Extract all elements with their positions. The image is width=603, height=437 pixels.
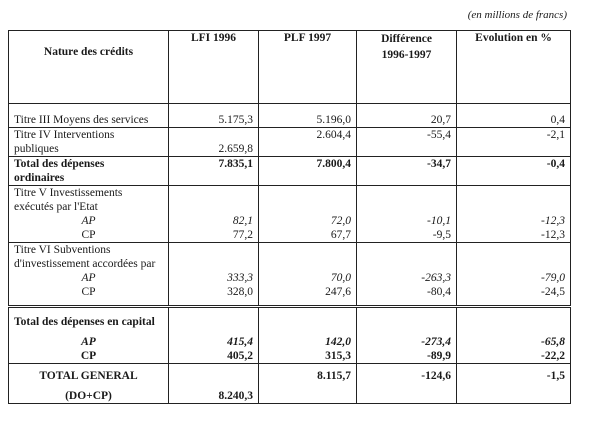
cell-lfi: 405,2 xyxy=(169,349,259,364)
table-row-titre6-line2 xyxy=(9,257,571,271)
table-row-titre5-line1 xyxy=(9,186,571,201)
cell-lfi: 415,4 xyxy=(169,329,259,349)
row-label-cp: CP xyxy=(9,228,169,243)
row-label-cont: (DO+CP) xyxy=(9,383,169,403)
row-label-cont: d'investissement accordées par xyxy=(9,257,169,271)
cell-diff: -9,5 xyxy=(357,228,457,243)
table-row-titre4-line1 xyxy=(9,128,571,143)
row-label: Titre VI Subventions xyxy=(9,243,169,258)
cell-plf: 315,3 xyxy=(259,349,357,364)
cell-diff: -124,6 xyxy=(357,363,457,383)
row-label-ap: AP xyxy=(9,271,169,285)
cell-lfi: 333,3 xyxy=(169,271,259,285)
cell-plf: 142,0 xyxy=(259,329,357,349)
cell-lfi: 8.240,3 xyxy=(169,383,259,403)
table-row-total-general xyxy=(9,363,571,383)
unit-note: (en millions de francs) xyxy=(467,9,567,21)
cell-lfi: 77,2 xyxy=(169,228,259,243)
row-label: Total des dépenses xyxy=(9,157,169,172)
row-label: Titre III Moyens des services xyxy=(9,104,169,128)
row-label-cont: publiques xyxy=(9,142,169,157)
header-evolution: Evolution en % xyxy=(457,31,571,104)
credits-table xyxy=(8,30,571,404)
row-label-cp: CP xyxy=(9,285,169,299)
cell-evol: -1,5 xyxy=(457,363,571,383)
table-row-total-capital-ap xyxy=(9,329,571,349)
header-lfi: LFI 1996 xyxy=(169,31,259,104)
cell-plf: 70,0 xyxy=(259,271,357,285)
table-row-titre4-line2 xyxy=(9,142,571,157)
row-label-cp: CP xyxy=(9,349,169,364)
table-row-total-capital xyxy=(9,307,571,329)
table-row-total-general-line2 xyxy=(9,383,571,403)
cell-plf: 2.604,4 xyxy=(259,128,357,143)
cell-plf: 72,0 xyxy=(259,214,357,228)
table-row-titre5-ap xyxy=(9,214,571,228)
cell-diff: -10,1 xyxy=(357,214,457,228)
table-row-total-ordinaires-line2 xyxy=(9,171,571,186)
cell-evol: -0,4 xyxy=(457,157,571,172)
cell-diff: 20,7 xyxy=(357,104,457,128)
cell-lfi: 328,0 xyxy=(169,285,259,299)
cell-evol: -24,5 xyxy=(457,285,571,299)
cell-diff: -263,3 xyxy=(357,271,457,285)
cell-plf: 67,7 xyxy=(259,228,357,243)
table-row-titre5-cp xyxy=(9,228,571,243)
row-label-cont: exécutés par l'Etat xyxy=(9,200,169,214)
cell-evol: -65,8 xyxy=(457,329,571,349)
table-row-titre6-cp xyxy=(9,285,571,299)
header-plf: PLF 1997 xyxy=(259,31,357,104)
cell-evol: -79,0 xyxy=(457,271,571,285)
cell-plf: 247,6 xyxy=(259,285,357,299)
row-label: TOTAL GENERAL xyxy=(9,363,169,383)
cell-diff: -80,4 xyxy=(357,285,457,299)
cell-diff: -34,7 xyxy=(357,157,457,172)
row-label-ap: AP xyxy=(9,214,169,228)
table-row-titre6-line1 xyxy=(9,243,571,258)
cell-diff: -89,9 xyxy=(357,349,457,364)
header-difference xyxy=(357,31,457,104)
cell-lfi: 5.175,3 xyxy=(169,104,259,128)
row-label: Titre V Investissements xyxy=(9,186,169,201)
cell-evol: -12,3 xyxy=(457,214,571,228)
table-header-row xyxy=(9,31,571,104)
cell-lfi: 82,1 xyxy=(169,214,259,228)
cell-lfi: 2.659,8 xyxy=(169,142,259,157)
cell-plf: 7.800,4 xyxy=(259,157,357,172)
row-label-ap: AP xyxy=(9,329,169,349)
cell-evol: -12,3 xyxy=(457,228,571,243)
row-label-cont: ordinaires xyxy=(9,171,169,186)
cell-lfi: 7.835,1 xyxy=(169,157,259,172)
cell-plf: 8.115,7 xyxy=(259,363,357,383)
table-row-titre3 xyxy=(9,104,571,128)
table-row-titre6-ap xyxy=(9,271,571,285)
header-difference-line1: Différence xyxy=(381,33,432,45)
cell-evol: -2,1 xyxy=(457,128,571,143)
cell-diff: -55,4 xyxy=(357,128,457,143)
table-row-total-ordinaires xyxy=(9,157,571,172)
row-label: Titre IV Interventions xyxy=(9,128,169,143)
table-row-titre5-line2 xyxy=(9,200,571,214)
header-difference-line2: 1996-1997 xyxy=(381,49,432,61)
row-label: Total des dépenses en capital xyxy=(9,307,169,329)
cell-evol: 0,4 xyxy=(457,104,571,128)
header-nature: Nature des crédits xyxy=(9,31,169,104)
cell-evol: -22,2 xyxy=(457,349,571,364)
cell-diff: -273,4 xyxy=(357,329,457,349)
cell-plf: 5.196,0 xyxy=(259,104,357,128)
table-row-total-capital-cp xyxy=(9,349,571,364)
